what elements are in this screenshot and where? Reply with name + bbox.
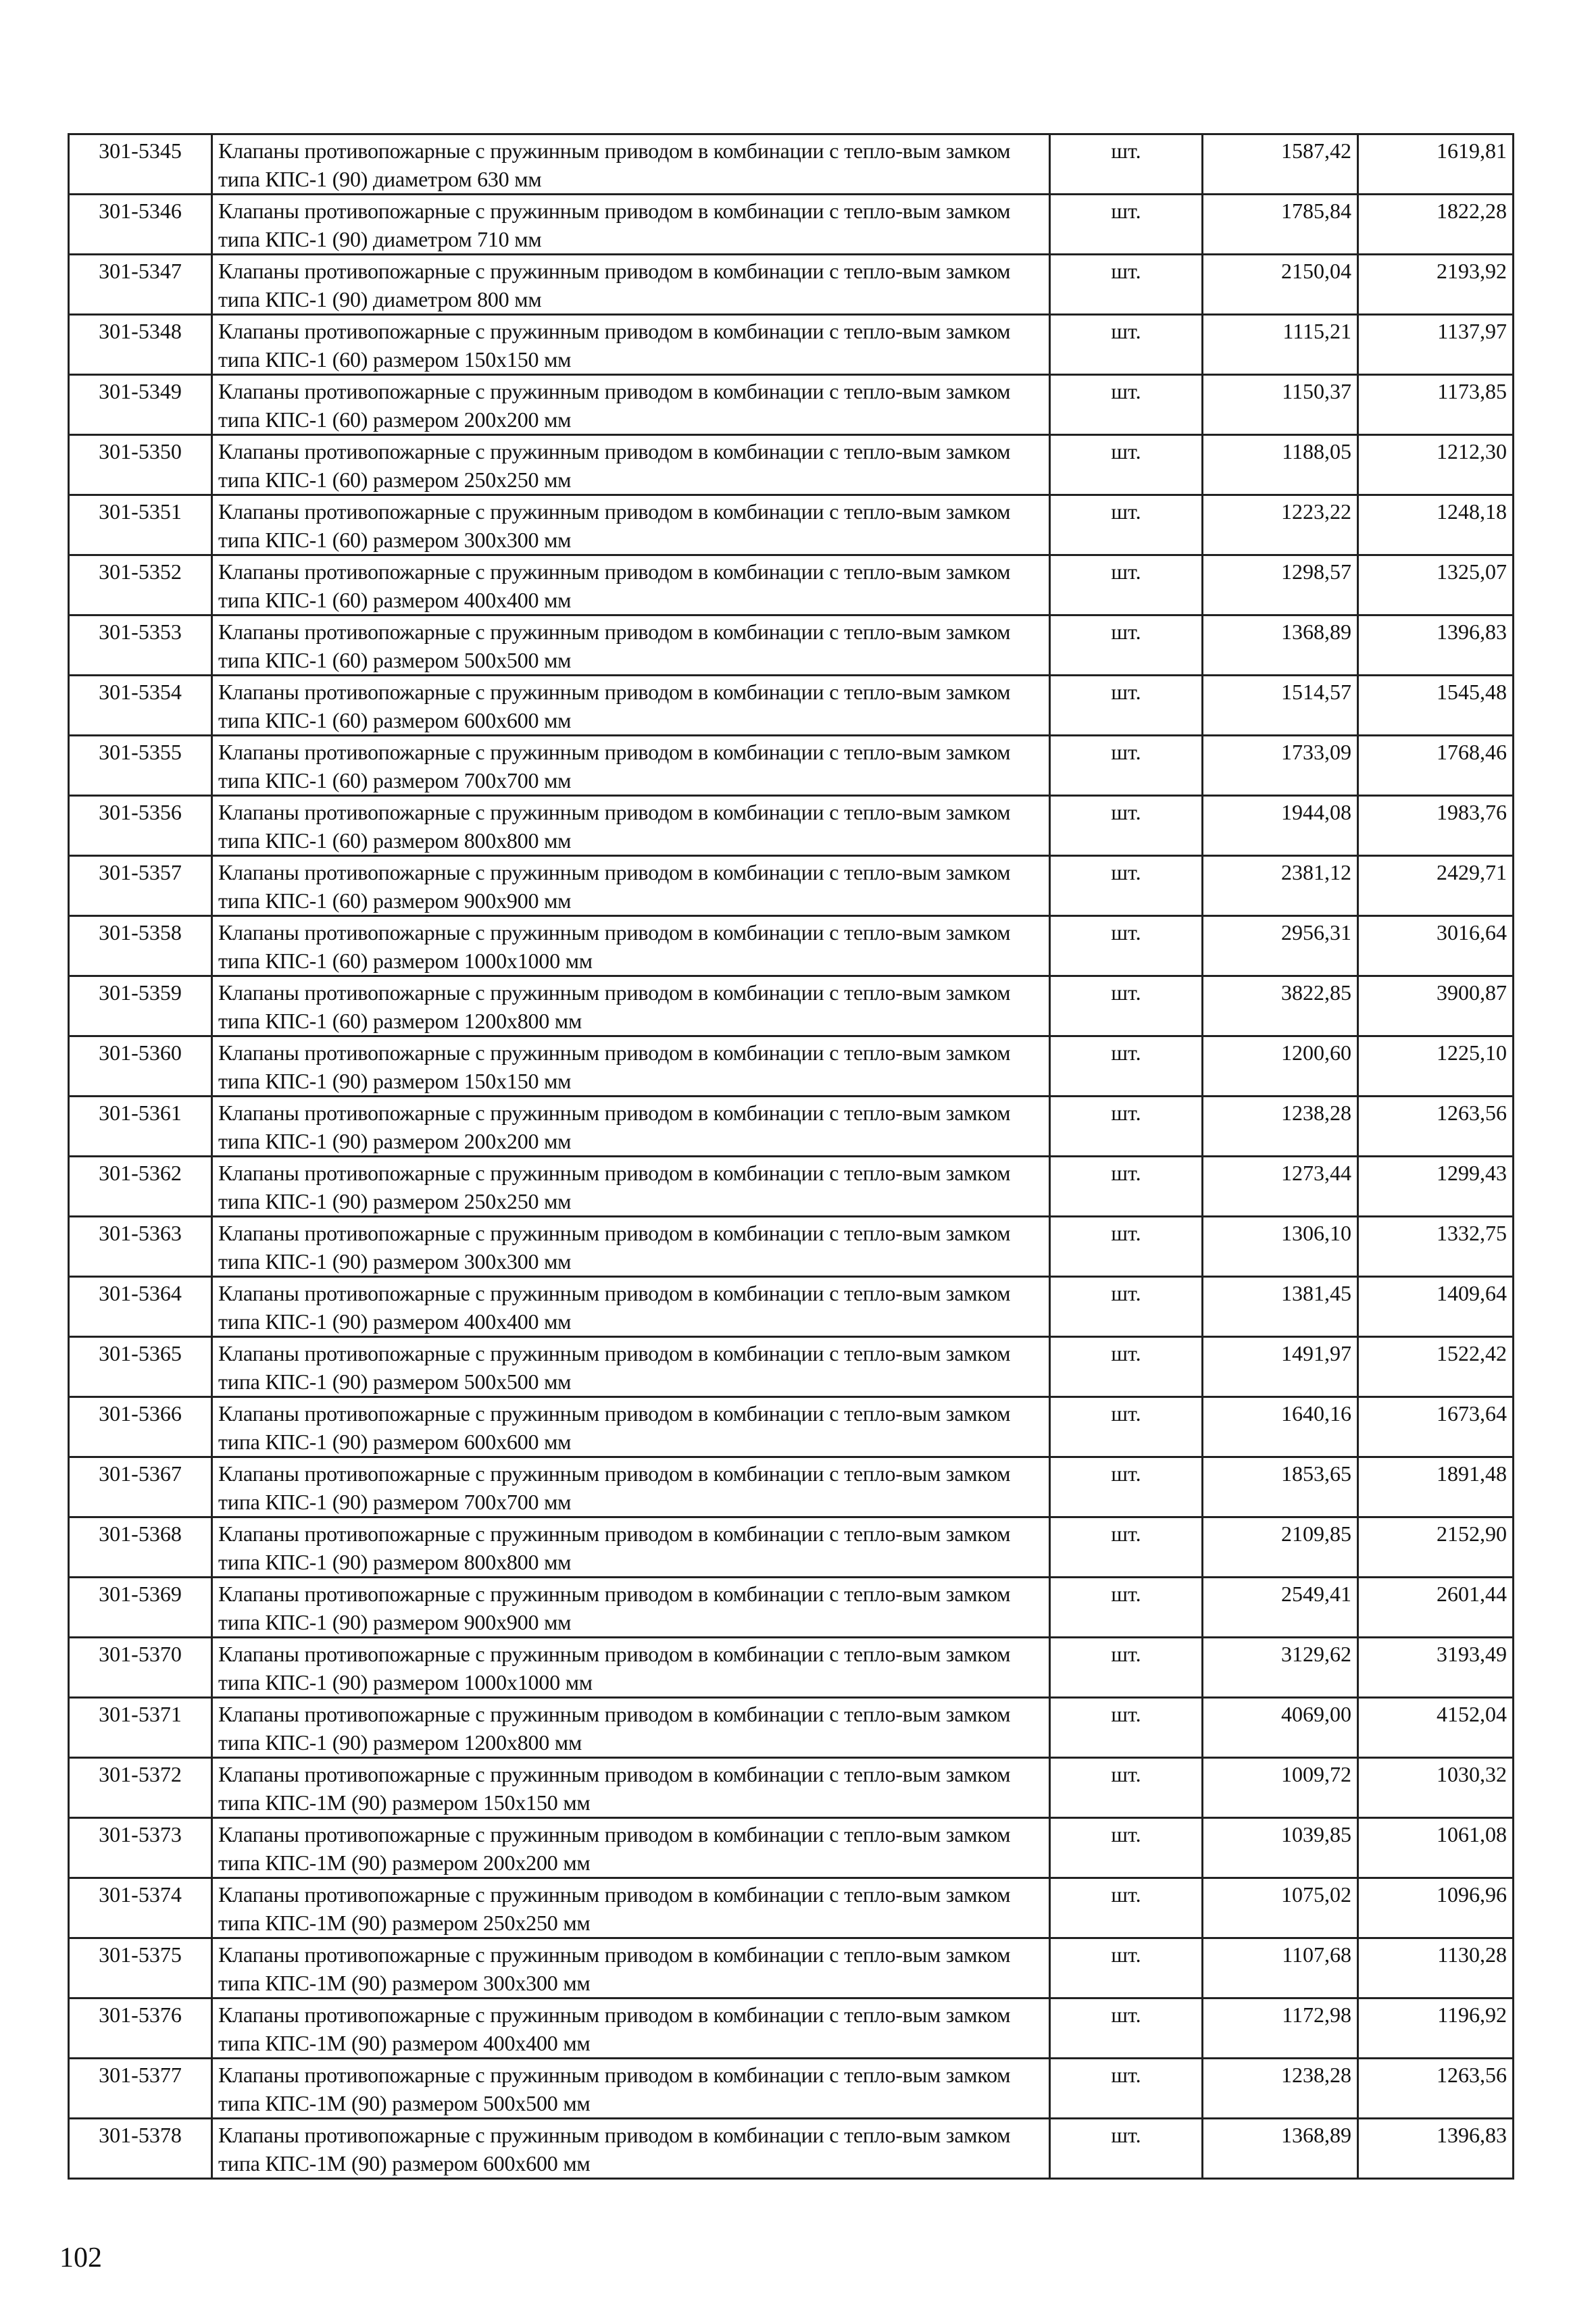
item-unit-cell: шт. <box>1050 796 1203 856</box>
item-name-cell: Клапаны противопожарные с пружинным приводом в комбинации с тепло-вым замком типа КПС-1 (90) размером 500x500 мм <box>212 1337 1050 1397</box>
item-name-cell: Клапаны противопожарные с пружинным приводом в комбинации с тепло-вым замком типа КПС-1М (90) размером 200x200 мм <box>212 1818 1050 1878</box>
item-unit-cell: шт. <box>1050 375 1203 435</box>
item-name-cell: Клапаны противопожарные с пружинным приводом в комбинации с тепло-вым замком типа КПС-1 (90) диаметром 710 мм <box>212 195 1050 255</box>
price-2-cell: 1822,28 <box>1358 195 1514 255</box>
item-name-cell: Клапаны противопожарные с пружинным приводом в комбинации с тепло-вым замком типа КПС-1 (60) размером 500x500 мм <box>212 615 1050 676</box>
price-1-cell: 1150,37 <box>1203 375 1358 435</box>
price-2-cell: 2193,92 <box>1358 255 1514 315</box>
table-row <box>69 1938 1514 1998</box>
item-unit-cell: шт. <box>1050 195 1203 255</box>
price-1-cell: 2381,12 <box>1203 856 1358 916</box>
item-unit-cell: шт. <box>1050 1878 1203 1938</box>
item-code-cell: 301-5351 <box>69 495 212 555</box>
table-row <box>69 1277 1514 1337</box>
price-1-cell: 1115,21 <box>1203 315 1358 375</box>
price-1-cell: 2109,85 <box>1203 1517 1358 1578</box>
item-unit-cell: шт. <box>1050 1397 1203 1457</box>
item-code-cell: 301-5372 <box>69 1758 212 1818</box>
price-1-cell: 1491,97 <box>1203 1337 1358 1397</box>
price-2-cell: 1545,48 <box>1358 676 1514 736</box>
item-name-cell: Клапаны противопожарные с пружинным приводом в комбинации с тепло-вым замком типа КПС-1 (90) диаметром 800 мм <box>212 255 1050 315</box>
price-2-cell: 1619,81 <box>1358 134 1514 195</box>
item-code-cell: 301-5364 <box>69 1277 212 1337</box>
price-2-cell: 1891,48 <box>1358 1457 1514 1517</box>
item-name-cell: Клапаны противопожарные с пружинным приводом в комбинации с тепло-вым замком типа КПС-1М (90) размером 400x400 мм <box>212 1998 1050 2059</box>
item-unit-cell: шт. <box>1050 976 1203 1036</box>
table-row <box>69 1036 1514 1097</box>
item-code-cell: 301-5358 <box>69 916 212 976</box>
price-1-cell: 1200,60 <box>1203 1036 1358 1097</box>
item-code-cell: 301-5352 <box>69 555 212 615</box>
price-table-body <box>69 134 1514 2179</box>
item-code-cell: 301-5374 <box>69 1878 212 1938</box>
price-2-cell: 1263,56 <box>1358 2059 1514 2119</box>
table-row <box>69 916 1514 976</box>
price-2-cell: 1137,97 <box>1358 315 1514 375</box>
table-row <box>69 1638 1514 1698</box>
price-1-cell: 1944,08 <box>1203 796 1358 856</box>
price-2-cell: 4152,04 <box>1358 1698 1514 1758</box>
price-1-cell: 1853,65 <box>1203 1457 1358 1517</box>
table-row <box>69 1818 1514 1878</box>
table-row <box>69 676 1514 736</box>
price-2-cell: 1396,83 <box>1358 615 1514 676</box>
price-2-cell: 1299,43 <box>1358 1157 1514 1217</box>
table-row <box>69 1097 1514 1157</box>
table-row <box>69 134 1514 195</box>
item-code-cell: 301-5360 <box>69 1036 212 1097</box>
price-1-cell: 1785,84 <box>1203 195 1358 255</box>
price-2-cell: 1212,30 <box>1358 435 1514 495</box>
price-2-cell: 1522,42 <box>1358 1337 1514 1397</box>
item-unit-cell: шт. <box>1050 1818 1203 1878</box>
item-name-cell: Клапаны противопожарные с пружинным приводом в комбинации с тепло-вым замком типа КПС-1 (90) размером 200x200 мм <box>212 1097 1050 1157</box>
item-name-cell: Клапаны противопожарные с пружинным приводом в комбинации с тепло-вым замком типа КПС-1 (60) размером 700x700 мм <box>212 736 1050 796</box>
item-code-cell: 301-5377 <box>69 2059 212 2119</box>
price-1-cell: 1075,02 <box>1203 1878 1358 1938</box>
item-unit-cell: шт. <box>1050 676 1203 736</box>
price-1-cell: 1298,57 <box>1203 555 1358 615</box>
price-1-cell: 1381,45 <box>1203 1277 1358 1337</box>
price-1-cell: 3822,85 <box>1203 976 1358 1036</box>
item-code-cell: 301-5356 <box>69 796 212 856</box>
table-row <box>69 2119 1514 2179</box>
price-1-cell: 2150,04 <box>1203 255 1358 315</box>
item-unit-cell: шт. <box>1050 1277 1203 1337</box>
item-unit-cell: шт. <box>1050 2119 1203 2179</box>
item-name-cell: Клапаны противопожарные с пружинным приводом в комбинации с тепло-вым замком типа КПС-1 (90) размером 1000x1000 мм <box>212 1638 1050 1698</box>
item-name-cell: Клапаны противопожарные с пружинным приводом в комбинации с тепло-вым замком типа КПС-1 (90) размером 800x800 мм <box>212 1517 1050 1578</box>
price-1-cell: 1009,72 <box>1203 1758 1358 1818</box>
item-unit-cell: шт. <box>1050 1578 1203 1638</box>
item-code-cell: 301-5348 <box>69 315 212 375</box>
price-2-cell: 1096,96 <box>1358 1878 1514 1938</box>
table-row <box>69 1397 1514 1457</box>
item-name-cell: Клапаны противопожарные с пружинным приводом в комбинации с тепло-вым замком типа КПС-1 (60) размером 1000x1000 мм <box>212 916 1050 976</box>
table-row <box>69 1878 1514 1938</box>
item-code-cell: 301-5350 <box>69 435 212 495</box>
item-name-cell: Клапаны противопожарные с пружинным приводом в комбинации с тепло-вым замком типа КПС-1 (60) размером 400x400 мм <box>212 555 1050 615</box>
item-unit-cell: шт. <box>1050 1217 1203 1277</box>
table-row <box>69 1578 1514 1638</box>
price-1-cell: 3129,62 <box>1203 1638 1358 1698</box>
item-code-cell: 301-5359 <box>69 976 212 1036</box>
price-2-cell: 3900,87 <box>1358 976 1514 1036</box>
item-unit-cell: шт. <box>1050 1036 1203 1097</box>
table-row <box>69 555 1514 615</box>
item-unit-cell: шт. <box>1050 736 1203 796</box>
item-name-cell: Клапаны противопожарные с пружинным приводом в комбинации с тепло-вым замком типа КПС-1 (60) размером 250x250 мм <box>212 435 1050 495</box>
item-unit-cell: шт. <box>1050 1517 1203 1578</box>
price-1-cell: 1640,16 <box>1203 1397 1358 1457</box>
price-2-cell: 1030,32 <box>1358 1758 1514 1818</box>
price-2-cell: 1196,92 <box>1358 1998 1514 2059</box>
item-unit-cell: шт. <box>1050 916 1203 976</box>
table-row <box>69 1758 1514 1818</box>
item-unit-cell: шт. <box>1050 495 1203 555</box>
price-2-cell: 1130,28 <box>1358 1938 1514 1998</box>
price-1-cell: 1514,57 <box>1203 676 1358 736</box>
price-1-cell: 1188,05 <box>1203 435 1358 495</box>
item-unit-cell: шт. <box>1050 1698 1203 1758</box>
price-2-cell: 3193,49 <box>1358 1638 1514 1698</box>
item-code-cell: 301-5365 <box>69 1337 212 1397</box>
price-1-cell: 1368,89 <box>1203 2119 1358 2179</box>
item-unit-cell: шт. <box>1050 1457 1203 1517</box>
item-code-cell: 301-5363 <box>69 1217 212 1277</box>
item-unit-cell: шт. <box>1050 1337 1203 1397</box>
price-2-cell: 1768,46 <box>1358 736 1514 796</box>
table-row <box>69 195 1514 255</box>
price-1-cell: 1238,28 <box>1203 1097 1358 1157</box>
item-code-cell: 301-5375 <box>69 1938 212 1998</box>
item-name-cell: Клапаны противопожарные с пружинным приводом в комбинации с тепло-вым замком типа КПС-1 (60) размером 600x600 мм <box>212 676 1050 736</box>
price-1-cell: 1107,68 <box>1203 1938 1358 1998</box>
price-2-cell: 1263,56 <box>1358 1097 1514 1157</box>
item-name-cell: Клапаны противопожарные с пружинным приводом в комбинации с тепло-вым замком типа КПС-1 (90) размером 600x600 мм <box>212 1397 1050 1457</box>
price-2-cell: 1983,76 <box>1358 796 1514 856</box>
price-2-cell: 1409,64 <box>1358 1277 1514 1337</box>
item-unit-cell: шт. <box>1050 1157 1203 1217</box>
item-code-cell: 301-5373 <box>69 1818 212 1878</box>
item-unit-cell: шт. <box>1050 615 1203 676</box>
price-1-cell: 1273,44 <box>1203 1157 1358 1217</box>
item-code-cell: 301-5378 <box>69 2119 212 2179</box>
item-name-cell: Клапаны противопожарные с пружинным приводом в комбинации с тепло-вым замком типа КПС-1М (90) размером 250x250 мм <box>212 1878 1050 1938</box>
price-1-cell: 4069,00 <box>1203 1698 1358 1758</box>
price-1-cell: 1587,42 <box>1203 134 1358 195</box>
table-row <box>69 315 1514 375</box>
item-name-cell: Клапаны противопожарные с пружинным приводом в комбинации с тепло-вым замком типа КПС-1 (90) размером 900x900 мм <box>212 1578 1050 1638</box>
item-code-cell: 301-5370 <box>69 1638 212 1698</box>
item-code-cell: 301-5376 <box>69 1998 212 2059</box>
price-1-cell: 1306,10 <box>1203 1217 1358 1277</box>
table-row <box>69 1337 1514 1397</box>
item-name-cell: Клапаны противопожарные с пружинным приводом в комбинации с тепло-вым замком типа КПС-1М (90) размером 150x150 мм <box>212 1758 1050 1818</box>
price-2-cell: 2601,44 <box>1358 1578 1514 1638</box>
item-name-cell: Клапаны противопожарные с пружинным приводом в комбинации с тепло-вым замком типа КПС-1 (60) размером 150x150 мм <box>212 315 1050 375</box>
item-code-cell: 301-5357 <box>69 856 212 916</box>
price-2-cell: 1673,64 <box>1358 1397 1514 1457</box>
item-unit-cell: шт. <box>1050 134 1203 195</box>
table-row <box>69 1517 1514 1578</box>
price-1-cell: 1223,22 <box>1203 495 1358 555</box>
table-row <box>69 495 1514 555</box>
item-name-cell: Клапаны противопожарные с пружинным приводом в комбинации с тепло-вым замком типа КПС-1 (60) размером 1200x800 мм <box>212 976 1050 1036</box>
price-2-cell: 1225,10 <box>1358 1036 1514 1097</box>
item-code-cell: 301-5346 <box>69 195 212 255</box>
item-name-cell: Клапаны противопожарные с пружинным приводом в комбинации с тепло-вым замком типа КПС-1 (90) диаметром 630 мм <box>212 134 1050 195</box>
item-code-cell: 301-5371 <box>69 1698 212 1758</box>
item-unit-cell: шт. <box>1050 555 1203 615</box>
item-name-cell: Клапаны противопожарные с пружинным приводом в комбинации с тепло-вым замком типа КПС-1 (60) размером 900x900 мм <box>212 856 1050 916</box>
item-unit-cell: шт. <box>1050 856 1203 916</box>
price-2-cell: 1332,75 <box>1358 1217 1514 1277</box>
table-row <box>69 856 1514 916</box>
item-code-cell: 301-5355 <box>69 736 212 796</box>
price-2-cell: 2429,71 <box>1358 856 1514 916</box>
item-name-cell: Клапаны противопожарные с пружинным приводом в комбинации с тепло-вым замком типа КПС-1М (90) размером 500x500 мм <box>212 2059 1050 2119</box>
item-unit-cell: шт. <box>1050 1938 1203 1998</box>
item-name-cell: Клапаны противопожарные с пружинным приводом в комбинации с тепло-вым замком типа КПС-1 (90) размером 1200x800 мм <box>212 1698 1050 1758</box>
item-unit-cell: шт. <box>1050 1998 1203 2059</box>
item-unit-cell: шт. <box>1050 255 1203 315</box>
item-code-cell: 301-5362 <box>69 1157 212 1217</box>
price-1-cell: 1238,28 <box>1203 2059 1358 2119</box>
price-1-cell: 2549,41 <box>1203 1578 1358 1638</box>
price-1-cell: 2956,31 <box>1203 916 1358 976</box>
item-code-cell: 301-5361 <box>69 1097 212 1157</box>
table-row <box>69 435 1514 495</box>
table-row <box>69 255 1514 315</box>
item-unit-cell: шт. <box>1050 1097 1203 1157</box>
table-row <box>69 2059 1514 2119</box>
price-1-cell: 1733,09 <box>1203 736 1358 796</box>
price-2-cell: 2152,90 <box>1358 1517 1514 1578</box>
table-row <box>69 1217 1514 1277</box>
item-name-cell: Клапаны противопожарные с пружинным приводом в комбинации с тепло-вым замком типа КПС-1 (60) размером 800x800 мм <box>212 796 1050 856</box>
item-code-cell: 301-5347 <box>69 255 212 315</box>
item-code-cell: 301-5354 <box>69 676 212 736</box>
item-name-cell: Клапаны противопожарные с пружинным приводом в комбинации с тепло-вым замком типа КПС-1 (60) размером 200x200 мм <box>212 375 1050 435</box>
item-name-cell: Клапаны противопожарные с пружинным приводом в комбинации с тепло-вым замком типа КПС-1М (90) размером 300x300 мм <box>212 1938 1050 1998</box>
item-code-cell: 301-5353 <box>69 615 212 676</box>
table-row <box>69 615 1514 676</box>
table-row <box>69 1998 1514 2059</box>
price-2-cell: 1396,83 <box>1358 2119 1514 2179</box>
price-2-cell: 1173,85 <box>1358 375 1514 435</box>
item-code-cell: 301-5369 <box>69 1578 212 1638</box>
price-2-cell: 1325,07 <box>1358 555 1514 615</box>
price-2-cell: 3016,64 <box>1358 916 1514 976</box>
item-unit-cell: шт. <box>1050 435 1203 495</box>
item-name-cell: Клапаны противопожарные с пружинным приводом в комбинации с тепло-вым замком типа КПС-1М (90) размером 600x600 мм <box>212 2119 1050 2179</box>
table-row <box>69 375 1514 435</box>
item-unit-cell: шт. <box>1050 1638 1203 1698</box>
item-name-cell: Клапаны противопожарные с пружинным приводом в комбинации с тепло-вым замком типа КПС-1 (60) размером 300x300 мм <box>212 495 1050 555</box>
price-1-cell: 1039,85 <box>1203 1818 1358 1878</box>
item-unit-cell: шт. <box>1050 315 1203 375</box>
item-name-cell: Клапаны противопожарные с пружинным приводом в комбинации с тепло-вым замком типа КПС-1 (90) размером 700x700 мм <box>212 1457 1050 1517</box>
item-name-cell: Клапаны противопожарные с пружинным приводом в комбинации с тепло-вым замком типа КПС-1 (90) размером 150x150 мм <box>212 1036 1050 1097</box>
price-2-cell: 1061,08 <box>1358 1818 1514 1878</box>
price-2-cell: 1248,18 <box>1358 495 1514 555</box>
table-row <box>69 1157 1514 1217</box>
item-unit-cell: шт. <box>1050 2059 1203 2119</box>
table-row <box>69 976 1514 1036</box>
table-row <box>69 736 1514 796</box>
item-code-cell: 301-5349 <box>69 375 212 435</box>
item-code-cell: 301-5345 <box>69 134 212 195</box>
item-unit-cell: шт. <box>1050 1758 1203 1818</box>
table-row <box>69 1457 1514 1517</box>
page-number: 102 <box>59 2242 102 2273</box>
item-name-cell: Клапаны противопожарные с пружинным приводом в комбинации с тепло-вым замком типа КПС-1 (90) размером 250x250 мм <box>212 1157 1050 1217</box>
table-row <box>69 1698 1514 1758</box>
table-row <box>69 796 1514 856</box>
price-1-cell: 1368,89 <box>1203 615 1358 676</box>
item-code-cell: 301-5368 <box>69 1517 212 1578</box>
item-code-cell: 301-5367 <box>69 1457 212 1517</box>
price-table <box>68 133 1514 2180</box>
item-code-cell: 301-5366 <box>69 1397 212 1457</box>
item-name-cell: Клапаны противопожарные с пружинным приводом в комбинации с тепло-вым замком типа КПС-1 (90) размером 400x400 мм <box>212 1277 1050 1337</box>
price-1-cell: 1172,98 <box>1203 1998 1358 2059</box>
item-name-cell: Клапаны противопожарные с пружинным приводом в комбинации с тепло-вым замком типа КПС-1 (90) размером 300x300 мм <box>212 1217 1050 1277</box>
